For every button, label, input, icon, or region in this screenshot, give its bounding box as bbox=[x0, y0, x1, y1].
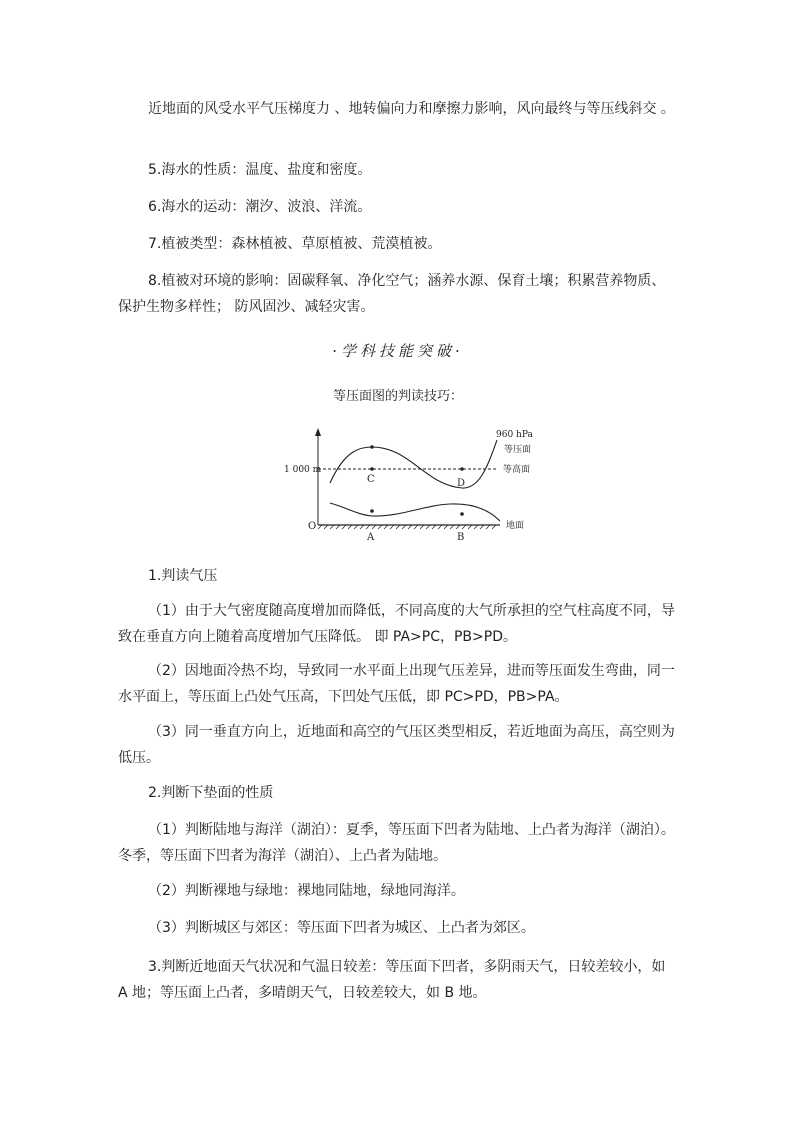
y-axis-arrow bbox=[315, 428, 321, 436]
section-1-item-3: （3）同一垂直方向上，近地面和高空的气压区类型相反，若近地面为高压，高空则为低压。 bbox=[118, 724, 675, 766]
paragraph-wind: 近地面的风受水平气压梯度力 、地转偏向力和摩擦力影响，风向最终与等压线斜交 。 bbox=[148, 101, 675, 117]
section-1-title: 1.判读气压 bbox=[148, 568, 218, 584]
isobaric-surface-lower bbox=[330, 503, 500, 521]
section-3-text: 3.判断近地面天气状况和气温日较差：等压面下凹者，多阴雨天气，日较差较小，如 A 地；等压面上凸者，多晴朗天气，日较差较大，如 B 地。 bbox=[118, 959, 666, 1001]
section-1-item-1: （1）由于大气密度随高度增加而降低，不同高度的大气所承担的空气柱高度不同，导致在垂直方向上随着高度增加气压降低。 即 PA>PC，PB>PD。 bbox=[118, 603, 675, 645]
paragraph-seawater-motion: 6.海水的运动：潮汐、波浪、洋流。 bbox=[148, 199, 372, 215]
paragraph-seawater-properties: 5.海水的性质：温度、盐度和密度。 bbox=[148, 162, 372, 178]
figure-caption: 等压面图的判读技巧： bbox=[332, 389, 463, 404]
label-point-c: C bbox=[367, 474, 375, 485]
paragraph-vegetation-effects: 8.植被对环境的影响：固碳释氧、净化空气；涵养水源、保育土壤；积累营养物质、保护生物多样性； 防风固沙、减轻灾害。 bbox=[118, 273, 666, 315]
paragraph-vegetation-types: 7.植被类型：森林植被、草原植被、荒漠植被。 bbox=[148, 236, 442, 252]
label-contour-surface: 等高面 bbox=[503, 465, 531, 475]
section-2-title: 2.判断下垫面的性质 bbox=[148, 785, 274, 801]
label-point-b: B bbox=[457, 532, 465, 543]
dot-lower-b bbox=[460, 512, 464, 516]
label-pressure-value: 960 hPa bbox=[496, 430, 533, 440]
label-isobaric-surface: 等压面 bbox=[504, 445, 532, 455]
label-height: 1 000 m bbox=[284, 465, 322, 475]
section-2-item-1: （1）判断陆地与海洋（湖泊）：夏季，等压面下凹者为陆地、上凸者为海洋（湖泊）。冬季，等压面下凹者为海洋（湖泊）、上凸者为陆地。 bbox=[118, 822, 675, 864]
dot-d bbox=[460, 467, 464, 471]
isobaric-diagram bbox=[284, 425, 540, 550]
dot-lower-a bbox=[370, 509, 374, 513]
label-origin: O bbox=[308, 521, 317, 532]
label-ground: 地面 bbox=[506, 521, 525, 531]
dot-c bbox=[370, 467, 374, 471]
section-title: ·学科技能突破· bbox=[332, 342, 464, 360]
label-point-a: A bbox=[367, 532, 375, 543]
label-point-d: D bbox=[457, 478, 466, 489]
section-1-item-2: （2）因地面冷热不均，导致同一水平面上出现气压差异，进而等压面发生弯曲，同一水平面上，等压面上凸处气压高，下凹处气压低，即 PC>PD，PB>PA。 bbox=[118, 663, 675, 705]
section-2-item-2: （2）判断裸地与绿地：裸地同陆地，绿地同海洋。 bbox=[148, 883, 465, 899]
dot-upper-crest bbox=[370, 445, 374, 449]
isobaric-surface-upper bbox=[330, 440, 497, 488]
section-2-item-3: （3）判断城区与郊区：等压面下凹者为城区、上凸者为郊区。 bbox=[148, 920, 535, 936]
